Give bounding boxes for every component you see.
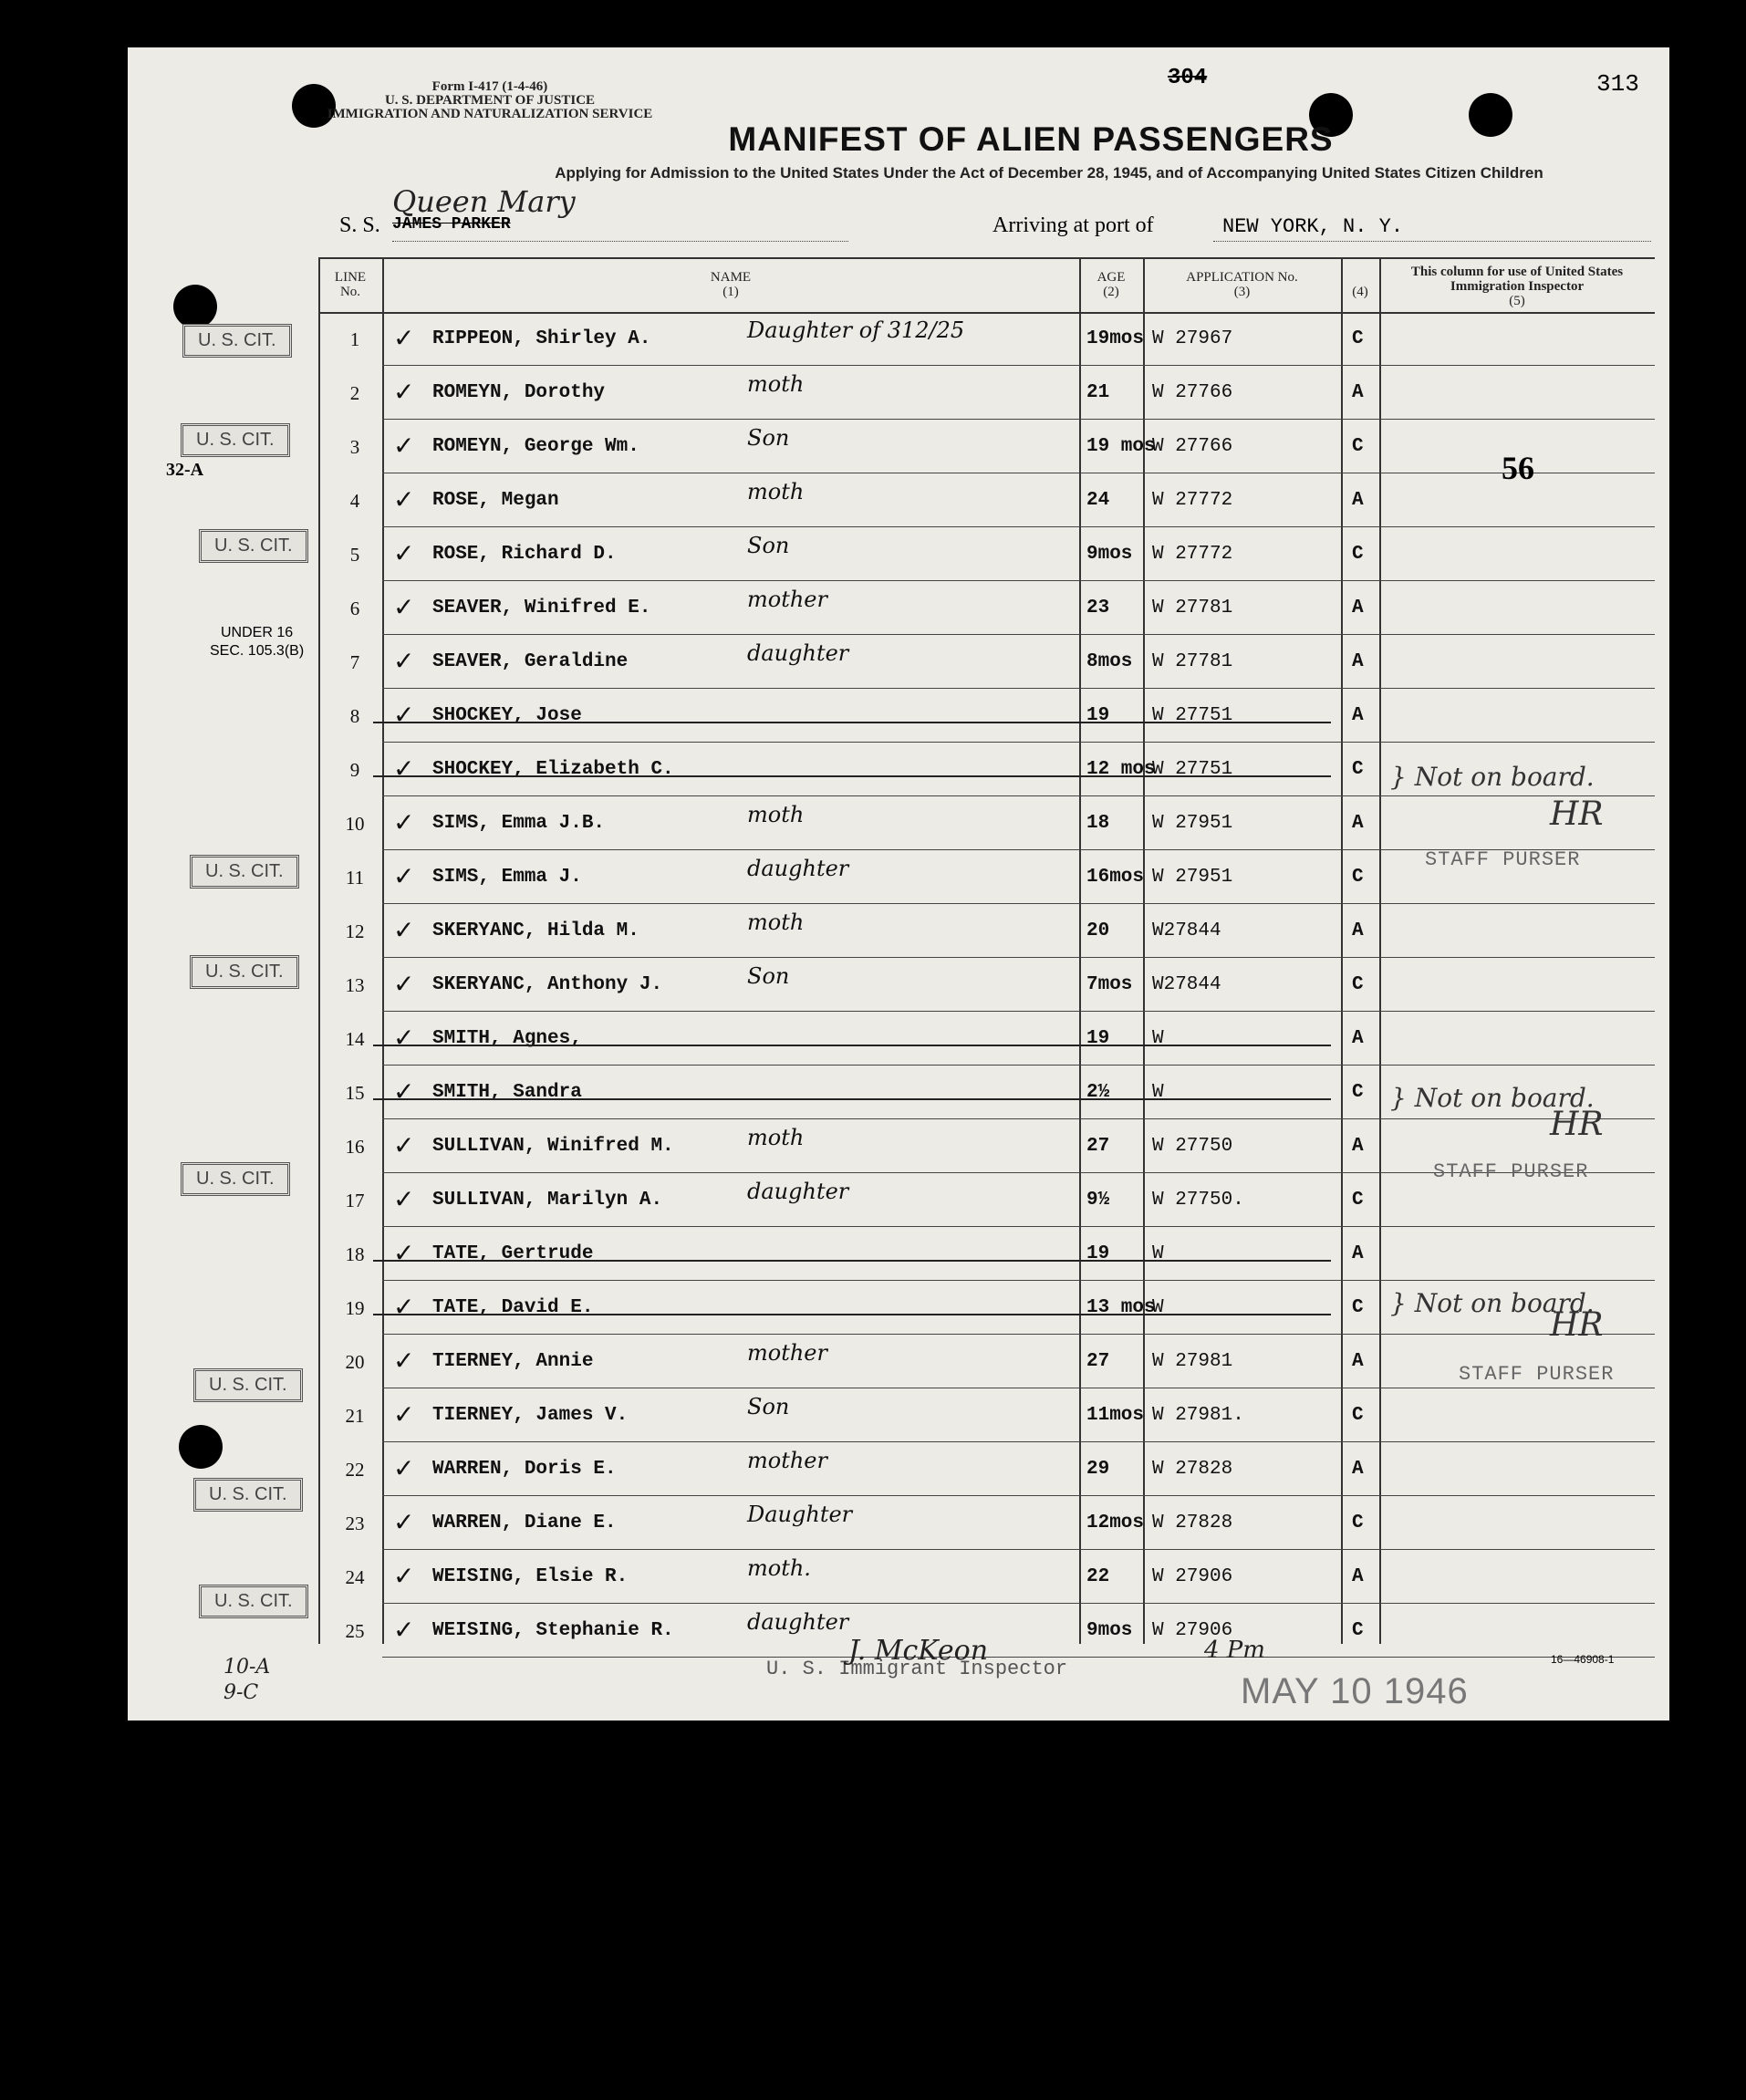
table-row bbox=[318, 635, 1655, 689]
line-number: 23 bbox=[345, 1513, 365, 1534]
col4-num: (4) bbox=[1352, 285, 1368, 299]
punch-hole bbox=[1469, 93, 1512, 137]
strikethrough-line bbox=[373, 1314, 1331, 1315]
line-number: 10 bbox=[345, 813, 365, 835]
passenger-name: SMITH, Agnes, bbox=[432, 1028, 582, 1049]
class-code: A bbox=[1352, 1566, 1364, 1587]
application-number: W 27981. bbox=[1152, 1405, 1244, 1426]
header-col4 bbox=[1341, 285, 1379, 299]
check-mark-icon: ✓ bbox=[393, 1563, 415, 1591]
inspector-label: This column for use of United States Immigration Inspector bbox=[1410, 265, 1624, 294]
check-mark-icon: ✓ bbox=[393, 863, 415, 891]
check-mark-icon: ✓ bbox=[393, 809, 415, 837]
relation-note: mother bbox=[747, 1340, 827, 1366]
line-no-label: LINE No. bbox=[334, 270, 367, 299]
page-subtitle: Applying for Admission to the United States Under the Act of December 28, 1945, and of Accompanying United States Citizen Children bbox=[555, 164, 1543, 182]
age: 11mos bbox=[1086, 1405, 1145, 1426]
table-top-rule bbox=[318, 257, 1655, 259]
table-row bbox=[318, 1550, 1655, 1604]
table-row bbox=[318, 312, 1655, 366]
relation-note: moth bbox=[747, 1125, 805, 1150]
age: 12mos bbox=[1086, 1513, 1145, 1533]
table-row bbox=[318, 958, 1655, 1012]
age: 9½ bbox=[1086, 1190, 1110, 1211]
check-mark-icon: ✓ bbox=[393, 1024, 415, 1053]
class-code: C bbox=[1352, 544, 1364, 565]
application-number: W 27751 bbox=[1152, 705, 1233, 726]
passenger-name: ROMEYN, Dorothy bbox=[432, 382, 606, 403]
relation-note: daughter bbox=[747, 1179, 849, 1204]
class-code: C bbox=[1352, 1513, 1364, 1533]
check-mark-icon: ✓ bbox=[393, 1347, 415, 1376]
relation-note: moth bbox=[747, 802, 805, 827]
page-number: 313 bbox=[1596, 70, 1639, 98]
relation-note: mother bbox=[747, 1448, 827, 1473]
class-code: A bbox=[1352, 651, 1364, 672]
print-code: 16—46908-1 bbox=[1551, 1653, 1615, 1666]
passenger-name: SHOCKEY, Jose bbox=[432, 705, 582, 726]
relation-note: moth bbox=[747, 371, 805, 397]
class-code: A bbox=[1352, 1243, 1364, 1264]
check-mark-icon: ✓ bbox=[393, 702, 415, 730]
passenger-name: ROSE, Richard D. bbox=[432, 544, 617, 565]
age: 7mos bbox=[1086, 974, 1133, 995]
strikethrough-line bbox=[373, 1260, 1331, 1262]
us-citizen-stamp: U. S. CIT. bbox=[193, 1368, 303, 1402]
relation-note: Daughter of 312/25 bbox=[747, 317, 965, 343]
passenger-table bbox=[318, 257, 1655, 1644]
line-number: 16 bbox=[345, 1136, 365, 1158]
line-number: 2 bbox=[349, 382, 360, 404]
initials: HR bbox=[1550, 1106, 1604, 1143]
application-number: W 27951 bbox=[1152, 867, 1233, 888]
table-row bbox=[318, 1227, 1655, 1281]
table-row bbox=[318, 527, 1655, 581]
table-row bbox=[318, 689, 1655, 743]
check-mark-icon: ✓ bbox=[393, 1132, 415, 1160]
line-number: 17 bbox=[345, 1190, 365, 1211]
line-number: 12 bbox=[345, 920, 365, 942]
line-number: 18 bbox=[345, 1243, 365, 1265]
class-code: C bbox=[1352, 1082, 1364, 1103]
line-number: 19 bbox=[345, 1297, 365, 1319]
under16-line2: SEC. 105.3(B) bbox=[210, 643, 305, 659]
application-number: W 27751 bbox=[1152, 759, 1233, 780]
table-row bbox=[318, 1388, 1655, 1442]
inspector-signature-label: U. S. Immigrant Inspector bbox=[766, 1658, 1068, 1680]
staff-purser-stamp: STAFF PURSER bbox=[1433, 1160, 1589, 1183]
check-mark-icon: ✓ bbox=[393, 755, 415, 784]
ship-name: Queen Mary bbox=[392, 184, 576, 219]
check-mark-icon: ✓ bbox=[393, 1455, 415, 1483]
margin-note-32a: 32-A bbox=[166, 460, 204, 480]
passenger-name: SHOCKEY, Elizabeth C. bbox=[432, 759, 674, 780]
class-code: C bbox=[1352, 1620, 1364, 1641]
initials: HR bbox=[1550, 795, 1604, 833]
passenger-name: SMITH, Sandra bbox=[432, 1082, 582, 1103]
application-number: W 27906 bbox=[1152, 1566, 1233, 1587]
relation-note: Son bbox=[747, 1394, 790, 1419]
manifest-page bbox=[128, 47, 1669, 1721]
check-mark-icon: ✓ bbox=[393, 540, 415, 568]
line-number: 24 bbox=[345, 1566, 365, 1588]
ship-name-struck: JAMES PARKER bbox=[392, 215, 511, 234]
passenger-name: SEAVER, Winifred E. bbox=[432, 598, 651, 619]
date-stamp: MAY 10 1946 bbox=[1241, 1671, 1469, 1711]
time-note: 4 Pm bbox=[1204, 1637, 1265, 1664]
inspector-signature: J. McKeon bbox=[848, 1635, 989, 1667]
class-code: C bbox=[1352, 867, 1364, 888]
strikethrough-line bbox=[373, 722, 1331, 723]
header-name bbox=[382, 270, 1079, 299]
application-number: W 27828 bbox=[1152, 1459, 1233, 1480]
count-c: 9-C bbox=[223, 1681, 259, 1704]
us-citizen-stamp: U. S. CIT. bbox=[190, 955, 299, 989]
application-number: W 27766 bbox=[1152, 436, 1233, 457]
punch-hole bbox=[173, 285, 217, 328]
line-number: 5 bbox=[349, 544, 360, 566]
age: 27 bbox=[1086, 1351, 1110, 1372]
relation-note: daughter bbox=[747, 1609, 849, 1635]
application-number: W 27766 bbox=[1152, 382, 1233, 403]
staff-purser-stamp: STAFF PURSER bbox=[1425, 848, 1581, 871]
relation-note: Son bbox=[747, 425, 790, 451]
line-number: 3 bbox=[349, 436, 360, 458]
not-on-board-note: } Not on board. bbox=[1390, 1288, 1595, 1318]
table-row bbox=[318, 581, 1655, 635]
age-label: AGE bbox=[1096, 270, 1126, 285]
us-citizen-stamp: U. S. CIT. bbox=[181, 423, 290, 457]
check-mark-icon: ✓ bbox=[393, 1240, 415, 1268]
table-row bbox=[318, 473, 1655, 527]
application-number: W 27781 bbox=[1152, 598, 1233, 619]
page-title: MANIFEST OF ALIEN PASSENGERS bbox=[728, 120, 1334, 158]
relation-note: daughter bbox=[747, 640, 849, 666]
class-code: C bbox=[1352, 436, 1364, 457]
age: 8mos bbox=[1086, 651, 1133, 672]
table-row bbox=[318, 1496, 1655, 1550]
table-row bbox=[318, 1335, 1655, 1388]
class-code: A bbox=[1352, 1351, 1364, 1372]
class-code: A bbox=[1352, 382, 1364, 403]
port-name: NEW YORK, N. Y. bbox=[1222, 215, 1404, 238]
application-number: W 27772 bbox=[1152, 490, 1233, 511]
us-citizen-stamp: U. S. CIT. bbox=[193, 1478, 303, 1512]
margin-count-note bbox=[223, 1655, 270, 1706]
class-code: A bbox=[1352, 813, 1364, 834]
ship-underline bbox=[392, 241, 848, 242]
application-number: W bbox=[1152, 1297, 1164, 1318]
us-citizen-stamp: U. S. CIT. bbox=[199, 1585, 308, 1618]
line-number: 13 bbox=[345, 974, 365, 996]
age: 19 mos bbox=[1086, 436, 1156, 457]
header-line-no bbox=[318, 270, 382, 299]
class-code: C bbox=[1352, 759, 1364, 780]
strikethrough-line bbox=[373, 775, 1331, 777]
application-label: APPLICATION No. bbox=[1186, 270, 1298, 285]
relation-note: moth bbox=[747, 479, 805, 504]
application-number: W 27828 bbox=[1152, 1513, 1233, 1533]
age: 9mos bbox=[1086, 544, 1133, 565]
check-mark-icon: ✓ bbox=[393, 648, 415, 676]
line-number: 14 bbox=[345, 1028, 365, 1050]
relation-note: Son bbox=[747, 963, 790, 989]
line-number: 21 bbox=[345, 1405, 365, 1427]
relation-note: mother bbox=[747, 587, 827, 612]
header-age bbox=[1079, 270, 1143, 299]
relation-note: daughter bbox=[747, 856, 849, 881]
application-number: W 27981 bbox=[1152, 1351, 1233, 1372]
application-number: W bbox=[1152, 1082, 1164, 1103]
age: 21 bbox=[1086, 382, 1110, 403]
passenger-name: WEISING, Elsie R. bbox=[432, 1566, 629, 1587]
application-number: W 27781 bbox=[1152, 651, 1233, 672]
line-number: 7 bbox=[349, 651, 360, 673]
header-application bbox=[1143, 270, 1341, 299]
inspector-col-num: (5) bbox=[1509, 294, 1525, 308]
name-col-num: (1) bbox=[722, 285, 739, 299]
passenger-name: SIMS, Emma J.B. bbox=[432, 813, 606, 834]
class-code: C bbox=[1352, 1297, 1364, 1318]
line-number: 20 bbox=[345, 1351, 365, 1373]
check-mark-icon: ✓ bbox=[393, 1078, 415, 1107]
line-number: 11 bbox=[345, 867, 365, 889]
age: 12 mos bbox=[1086, 759, 1156, 780]
header-inspector bbox=[1379, 265, 1655, 308]
line-number: 9 bbox=[349, 759, 360, 781]
age: 29 bbox=[1086, 1459, 1110, 1480]
check-mark-icon: ✓ bbox=[393, 1294, 415, 1322]
relation-note: Daughter bbox=[747, 1502, 853, 1527]
application-number: W27844 bbox=[1152, 974, 1221, 995]
application-number: W 27967 bbox=[1152, 328, 1233, 349]
not-on-board-note: } Not on board. bbox=[1390, 762, 1595, 792]
class-code: A bbox=[1352, 1028, 1364, 1049]
class-code: A bbox=[1352, 1136, 1364, 1157]
passenger-name: SIMS, Emma J. bbox=[432, 867, 582, 888]
relation-note: Son bbox=[747, 533, 790, 558]
check-mark-icon: ✓ bbox=[393, 432, 415, 461]
passenger-name: ROSE, Megan bbox=[432, 490, 559, 511]
age: 19 bbox=[1086, 1243, 1110, 1264]
application-number: W 27906 bbox=[1152, 1620, 1233, 1641]
passenger-name: TIERNEY, Annie bbox=[432, 1351, 594, 1372]
count-a: 10-A bbox=[223, 1656, 271, 1679]
passenger-name: WARREN, Doris E. bbox=[432, 1459, 617, 1480]
passenger-name: SKERYANC, Hilda M. bbox=[432, 920, 639, 941]
passenger-name: SEAVER, Geraldine bbox=[432, 651, 629, 672]
age: 2½ bbox=[1086, 1082, 1110, 1103]
table-row bbox=[318, 366, 1655, 420]
age: 23 bbox=[1086, 598, 1110, 619]
age: 22 bbox=[1086, 1566, 1110, 1587]
application-number: W 27750 bbox=[1152, 1136, 1233, 1157]
table-row bbox=[318, 1012, 1655, 1066]
table-row bbox=[318, 904, 1655, 958]
age: 13 mos bbox=[1086, 1297, 1156, 1318]
class-code: C bbox=[1352, 328, 1364, 349]
form-number: Form I-417 (1-4-46) bbox=[431, 79, 548, 94]
check-mark-icon: ✓ bbox=[393, 594, 415, 622]
passenger-name: SKERYANC, Anthony J. bbox=[432, 974, 663, 995]
service: IMMIGRATION AND NATURALIZATION SERVICE bbox=[327, 107, 653, 121]
passenger-name: TATE, David E. bbox=[432, 1297, 594, 1318]
class-code: A bbox=[1352, 490, 1364, 511]
check-mark-icon: ✓ bbox=[393, 379, 415, 407]
age-col-num: (2) bbox=[1103, 285, 1119, 299]
line-number: 4 bbox=[349, 490, 360, 512]
age: 19 bbox=[1086, 705, 1110, 726]
class-code: A bbox=[1352, 598, 1364, 619]
check-mark-icon: ✓ bbox=[393, 1401, 415, 1429]
relation-note: moth bbox=[747, 910, 805, 935]
line-number: 6 bbox=[349, 598, 360, 619]
line-number: 8 bbox=[349, 705, 360, 727]
ss-label: S. S. bbox=[339, 213, 380, 237]
line-number: 22 bbox=[345, 1459, 365, 1481]
table-row bbox=[318, 1442, 1655, 1496]
age: 27 bbox=[1086, 1136, 1110, 1157]
check-mark-icon: ✓ bbox=[393, 971, 415, 999]
check-mark-icon: ✓ bbox=[393, 325, 415, 353]
table-row bbox=[318, 796, 1655, 850]
margin-note-under16 bbox=[210, 624, 304, 660]
passenger-name: ROMEYN, George Wm. bbox=[432, 436, 639, 457]
arriving-label: Arriving at port of bbox=[993, 213, 1154, 237]
class-code: A bbox=[1352, 705, 1364, 726]
application-number: W bbox=[1152, 1243, 1164, 1264]
application-number: W 27951 bbox=[1152, 813, 1233, 834]
us-citizen-stamp: U. S. CIT. bbox=[181, 1162, 290, 1196]
age: 19 bbox=[1086, 1028, 1110, 1049]
age: 9mos bbox=[1086, 1620, 1133, 1641]
port-underline bbox=[1213, 241, 1651, 242]
strikethrough-line bbox=[373, 1098, 1331, 1100]
punch-hole bbox=[179, 1425, 223, 1469]
passenger-name: WEISING, Stephanie R. bbox=[432, 1620, 674, 1641]
application-number: W 27750. bbox=[1152, 1190, 1244, 1211]
us-citizen-stamp: U. S. CIT. bbox=[190, 855, 299, 889]
class-code: C bbox=[1352, 1405, 1364, 1426]
check-mark-icon: ✓ bbox=[393, 1617, 415, 1645]
age: 16mos bbox=[1086, 867, 1145, 888]
check-mark-icon: ✓ bbox=[393, 1509, 415, 1537]
age: 20 bbox=[1086, 920, 1110, 941]
line-number: 1 bbox=[349, 328, 360, 350]
passenger-name: SULLIVAN, Marilyn A. bbox=[432, 1190, 663, 1211]
line-number: 25 bbox=[345, 1620, 365, 1642]
relation-note: moth. bbox=[747, 1555, 811, 1581]
form-header bbox=[317, 80, 663, 121]
class-code: C bbox=[1352, 974, 1364, 995]
age: 24 bbox=[1086, 490, 1110, 511]
passenger-name: RIPPEON, Shirley A. bbox=[432, 328, 651, 349]
department: U. S. DEPARTMENT OF JUSTICE bbox=[384, 93, 596, 108]
table-row bbox=[318, 420, 1655, 473]
name-label: NAME bbox=[710, 270, 752, 285]
passenger-name: TATE, Gertrude bbox=[432, 1243, 594, 1264]
class-code: A bbox=[1352, 920, 1364, 941]
class-code: A bbox=[1352, 1459, 1364, 1480]
page-number-struck: 304 bbox=[1168, 66, 1208, 90]
initials: HR bbox=[1550, 1306, 1604, 1344]
passenger-name: SULLIVAN, Winifred M. bbox=[432, 1136, 674, 1157]
class-code: C bbox=[1352, 1190, 1364, 1211]
staff-purser-stamp: STAFF PURSER bbox=[1459, 1363, 1615, 1386]
strikethrough-line bbox=[373, 1045, 1331, 1046]
not-on-board-note: } Not on board. bbox=[1390, 1083, 1595, 1113]
passenger-name: TIERNEY, James V. bbox=[432, 1405, 629, 1426]
us-citizen-stamp: U. S. CIT. bbox=[182, 324, 292, 358]
passenger-name: WARREN, Diane E. bbox=[432, 1513, 617, 1533]
line-number: 15 bbox=[345, 1082, 365, 1104]
application-number: W 27772 bbox=[1152, 544, 1233, 565]
age: 19mos bbox=[1086, 328, 1145, 349]
under16-line1: UNDER 16 bbox=[221, 625, 294, 640]
application-col-num: (3) bbox=[1233, 285, 1251, 299]
us-citizen-stamp: U. S. CIT. bbox=[199, 529, 308, 563]
check-mark-icon: ✓ bbox=[393, 1186, 415, 1214]
inspector-count: 56 bbox=[1502, 450, 1534, 486]
check-mark-icon: ✓ bbox=[393, 917, 415, 945]
application-number: W bbox=[1152, 1028, 1164, 1049]
age: 18 bbox=[1086, 813, 1110, 834]
application-number: W27844 bbox=[1152, 920, 1221, 941]
check-mark-icon: ✓ bbox=[393, 486, 415, 515]
